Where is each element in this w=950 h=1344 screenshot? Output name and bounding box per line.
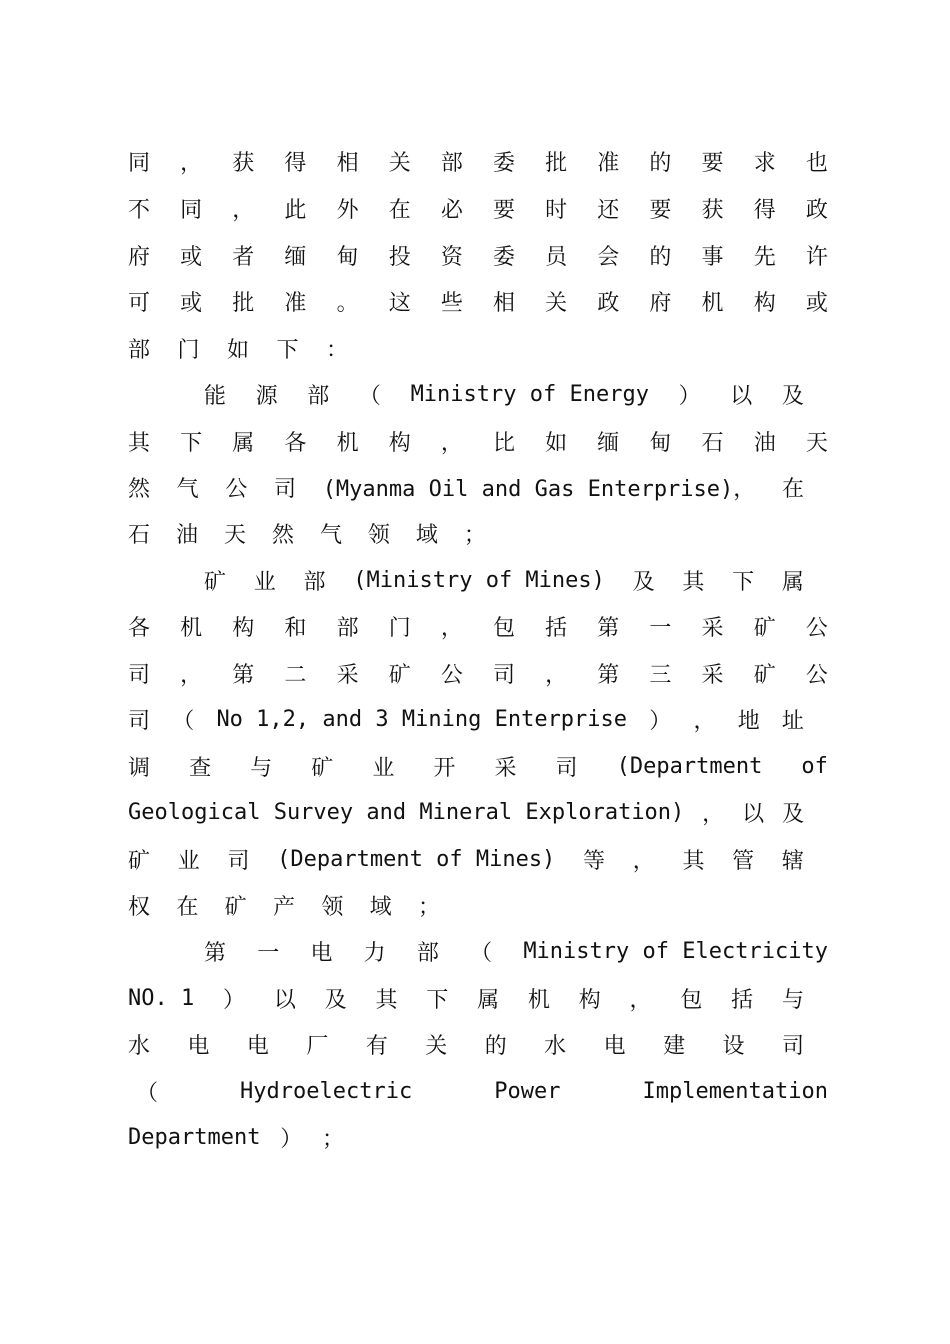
text-token: ， xyxy=(632,848,655,874)
text-line xyxy=(128,325,348,371)
text-token: 采 xyxy=(701,615,724,641)
text-token: Ministry of Electricity xyxy=(523,938,828,964)
text-token: 一 xyxy=(257,940,280,966)
text-token: 司 xyxy=(555,755,578,781)
text-token: ， xyxy=(693,708,716,734)
text-token: 公 xyxy=(225,476,248,502)
text-token: 属 xyxy=(781,569,804,595)
text-token: 权 xyxy=(128,894,151,920)
text-token: （ xyxy=(136,1080,159,1106)
text-token: 然 xyxy=(271,522,294,548)
text-token: 甸 xyxy=(649,430,672,456)
text-token: 矿 xyxy=(204,569,227,595)
text-token: 时 xyxy=(545,197,568,223)
text-token: 公 xyxy=(805,662,828,688)
text-token: 领 xyxy=(321,894,344,920)
text-line xyxy=(128,464,804,510)
text-token: 机 xyxy=(180,615,203,641)
text-token: 设 xyxy=(722,1033,745,1059)
text-token: Geological Survey and Mineral Exploration) xyxy=(128,799,685,825)
text-token: 水 xyxy=(544,1033,567,1059)
text-token: 矿 xyxy=(753,615,776,641)
text-token: 构 xyxy=(388,430,411,456)
text-token: 外 xyxy=(336,197,359,223)
text-token: 相 xyxy=(336,150,359,176)
text-token: 辖 xyxy=(781,848,804,874)
text-line xyxy=(128,232,828,278)
text-token: ， xyxy=(180,150,203,176)
text-token: 油 xyxy=(175,522,198,548)
text-token: 业 xyxy=(253,569,276,595)
text-token: 及 xyxy=(781,801,804,827)
text-token: 不 xyxy=(128,197,151,223)
text-token: 其 xyxy=(682,848,705,874)
text-token: 其 xyxy=(682,569,705,595)
text-token: ， xyxy=(545,662,568,688)
text-token: 者 xyxy=(232,244,255,270)
text-token: 第 xyxy=(597,662,620,688)
text-token: 关 xyxy=(545,290,568,316)
text-token: 或 xyxy=(805,290,828,316)
text-token: 要 xyxy=(649,197,672,223)
text-token: 员 xyxy=(545,244,568,270)
text-token: 领 xyxy=(367,522,390,548)
text-token: 还 xyxy=(597,197,620,223)
text-token: 构 xyxy=(578,987,601,1013)
text-token: 业 xyxy=(177,848,200,874)
text-line xyxy=(128,603,828,649)
text-token: 政 xyxy=(805,197,828,223)
text-line xyxy=(128,975,804,1021)
text-token: 委 xyxy=(492,244,515,270)
text-token: 括 xyxy=(545,615,568,641)
text-token: 部 xyxy=(416,940,439,966)
text-token: ） xyxy=(678,383,701,409)
text-token: （ xyxy=(172,708,195,734)
text-line xyxy=(128,1021,804,1067)
text-token: 司 xyxy=(274,476,297,502)
text-token: 采 xyxy=(494,755,517,781)
text-token: 建 xyxy=(663,1033,686,1059)
text-token: 关 xyxy=(425,1033,448,1059)
text-token: Department xyxy=(128,1124,261,1150)
text-token: 址 xyxy=(781,708,804,734)
text-token: （ xyxy=(358,383,381,409)
text-token: 些 xyxy=(440,290,463,316)
text-token: 政 xyxy=(597,290,620,316)
text-token: 包 xyxy=(492,615,515,641)
text-token: 有 xyxy=(365,1033,388,1059)
text-line xyxy=(204,928,828,974)
text-token: 然 xyxy=(128,476,151,502)
text-token: 司 xyxy=(128,662,151,688)
text-token: 缅 xyxy=(597,430,620,456)
text-token: 域 xyxy=(415,522,438,548)
text-token: ， xyxy=(232,197,255,223)
text-token: 石 xyxy=(128,522,151,548)
text-token: Ministry of Energy xyxy=(410,381,649,407)
text-token: (Department of Mines) xyxy=(277,846,556,872)
text-token: 属 xyxy=(477,987,500,1013)
text-token: 电 xyxy=(246,1033,269,1059)
text-token: 下 xyxy=(426,987,449,1013)
text-token: 门 xyxy=(177,337,200,363)
text-token: 也 xyxy=(805,150,828,176)
text-line xyxy=(128,789,804,835)
text-line xyxy=(128,1114,344,1160)
text-token: 属 xyxy=(232,430,255,456)
text-token: 采 xyxy=(336,662,359,688)
text-token: 缅 xyxy=(284,244,307,270)
text-token: 及 xyxy=(632,569,655,595)
text-token: 的 xyxy=(649,244,672,270)
text-token: 构 xyxy=(753,290,776,316)
text-line xyxy=(128,882,440,928)
text-line xyxy=(128,510,486,556)
text-token: 调 xyxy=(128,755,151,781)
text-token: 甸 xyxy=(336,244,359,270)
text-token: 天 xyxy=(223,522,246,548)
text-token: 如 xyxy=(226,337,249,363)
text-token: 在 xyxy=(176,894,199,920)
text-token: 第 xyxy=(232,662,255,688)
text-token: 机 xyxy=(527,987,550,1013)
text-token: 水 xyxy=(128,1033,151,1059)
text-token: 在 xyxy=(781,476,804,502)
text-token: ： xyxy=(325,337,348,363)
text-token: 矿 xyxy=(128,848,151,874)
text-token: 及 xyxy=(324,987,347,1013)
text-token: ， xyxy=(702,801,725,827)
text-token: 油 xyxy=(753,430,776,456)
text-token: 关 xyxy=(388,150,411,176)
text-token: 二 xyxy=(284,662,307,688)
text-token: NO. 1 xyxy=(128,985,195,1011)
text-token: 可 xyxy=(128,290,151,316)
text-line xyxy=(128,743,828,789)
text-token: 和 xyxy=(284,615,307,641)
text-token: 厂 xyxy=(306,1033,329,1059)
text-token: 门 xyxy=(388,615,411,641)
text-token: 公 xyxy=(440,662,463,688)
text-token: 批 xyxy=(545,150,568,176)
text-line xyxy=(128,278,828,324)
text-token: 查 xyxy=(189,755,212,781)
text-token: No 1,2, and 3 Mining Enterprise xyxy=(216,706,628,732)
text-token: 部 xyxy=(307,383,330,409)
text-token: 石 xyxy=(701,430,724,456)
text-token: 求 xyxy=(753,150,776,176)
text-token: 管 xyxy=(732,848,755,874)
text-token: ） xyxy=(649,708,672,734)
text-token: ； xyxy=(417,894,440,920)
text-token: 业 xyxy=(372,755,395,781)
text-token: 准 xyxy=(597,150,620,176)
text-token: 电 xyxy=(187,1033,210,1059)
text-token: 获 xyxy=(232,150,255,176)
text-line xyxy=(204,371,804,417)
text-token: 采 xyxy=(701,662,724,688)
text-line xyxy=(128,650,828,696)
text-token: 以 xyxy=(273,987,296,1013)
text-token: 矿 xyxy=(224,894,247,920)
text-token: 的 xyxy=(484,1033,507,1059)
text-token: (Department xyxy=(616,753,763,779)
text-line xyxy=(128,696,804,742)
text-token: 部 xyxy=(440,150,463,176)
text-token: ， xyxy=(180,662,203,688)
text-token: 司 xyxy=(227,848,250,874)
text-token: 会 xyxy=(597,244,620,270)
text-line xyxy=(128,185,828,231)
text-line xyxy=(128,418,828,464)
text-token: 能 xyxy=(204,383,227,409)
text-token: 资 xyxy=(440,244,463,270)
text-token: 府 xyxy=(128,244,151,270)
text-token: 部 xyxy=(303,569,326,595)
text-token: 气 xyxy=(176,476,199,502)
text-token: 地 xyxy=(737,708,760,734)
text-token: 府 xyxy=(649,290,672,316)
text-token: 及 xyxy=(781,383,804,409)
text-token: 源 xyxy=(255,383,278,409)
text-token: ） xyxy=(223,987,246,1013)
text-token: 括 xyxy=(731,987,754,1013)
text-token: 司 xyxy=(781,1033,804,1059)
text-token: 矿 xyxy=(753,662,776,688)
text-token: 等 xyxy=(583,848,606,874)
text-token: 其 xyxy=(128,430,151,456)
text-token: 或 xyxy=(180,244,203,270)
text-token: 要 xyxy=(701,150,724,176)
text-token: of xyxy=(801,753,828,779)
text-token: 下 xyxy=(180,430,203,456)
text-token: 与 xyxy=(781,987,804,1013)
text-token: 其 xyxy=(375,987,398,1013)
text-token: 必 xyxy=(440,197,463,223)
text-token: 相 xyxy=(492,290,515,316)
text-token: 委 xyxy=(492,150,515,176)
text-token: 电 xyxy=(310,940,333,966)
text-token: 比 xyxy=(492,430,515,456)
text-token: ； xyxy=(321,1126,344,1152)
text-token: 力 xyxy=(363,940,386,966)
text-token: 电 xyxy=(603,1033,626,1059)
text-token: 以 xyxy=(730,383,753,409)
text-token: 产 xyxy=(272,894,295,920)
text-token: 矿 xyxy=(311,755,334,781)
text-token: 机 xyxy=(336,430,359,456)
text-token: Hydroelectric xyxy=(240,1078,413,1104)
text-token: 第 xyxy=(204,940,227,966)
text-token: 各 xyxy=(128,615,151,641)
text-token: 或 xyxy=(180,290,203,316)
text-token: 这 xyxy=(388,290,411,316)
text-line xyxy=(136,1068,828,1114)
text-token: 在 xyxy=(388,197,411,223)
text-token: 如 xyxy=(545,430,568,456)
text-token: ， xyxy=(629,987,652,1013)
text-token: （ xyxy=(470,940,493,966)
text-token: 得 xyxy=(284,150,307,176)
text-token: 以 xyxy=(742,801,765,827)
text-token: 下 xyxy=(732,569,755,595)
text-token: 气 xyxy=(319,522,342,548)
text-token: 许 xyxy=(805,244,828,270)
text-token: 矿 xyxy=(388,662,411,688)
text-token: 天 xyxy=(805,430,828,456)
text-token: (Myanma Oil and Gas Enterprise)， xyxy=(322,476,756,502)
text-token: 第 xyxy=(597,615,620,641)
text-token: Implementation xyxy=(642,1078,828,1104)
text-token: 同 xyxy=(128,150,151,176)
text-token: 下 xyxy=(276,337,299,363)
text-token: 部 xyxy=(128,337,151,363)
text-token: 机 xyxy=(701,290,724,316)
text-token: 投 xyxy=(388,244,411,270)
text-token: (Ministry of Mines) xyxy=(353,567,605,593)
text-token: 域 xyxy=(369,894,392,920)
text-token: 构 xyxy=(232,615,255,641)
text-token: 此 xyxy=(284,197,307,223)
text-token: 先 xyxy=(753,244,776,270)
text-token: 三 xyxy=(649,662,672,688)
text-token: ， xyxy=(440,430,463,456)
text-line xyxy=(204,557,804,603)
text-token: 一 xyxy=(649,615,672,641)
text-token: ， xyxy=(440,615,463,641)
text-token: 事 xyxy=(701,244,724,270)
text-token: 公 xyxy=(805,615,828,641)
text-token: 批 xyxy=(232,290,255,316)
text-token: ； xyxy=(463,522,486,548)
text-token: 准 xyxy=(284,290,307,316)
text-line xyxy=(128,836,804,882)
text-token: ） xyxy=(280,1126,303,1152)
text-token: 开 xyxy=(433,755,456,781)
text-token: 得 xyxy=(753,197,776,223)
text-token: Power xyxy=(494,1078,561,1104)
text-token: 司 xyxy=(128,708,151,734)
text-token: 各 xyxy=(284,430,307,456)
text-token: 部 xyxy=(336,615,359,641)
text-token: 。 xyxy=(336,290,359,316)
text-line xyxy=(128,138,828,184)
text-token: 司 xyxy=(492,662,515,688)
text-token: 包 xyxy=(680,987,703,1013)
text-token: 同 xyxy=(180,197,203,223)
text-token: 获 xyxy=(701,197,724,223)
text-token: 与 xyxy=(250,755,273,781)
text-token: 要 xyxy=(492,197,515,223)
text-token: 的 xyxy=(649,150,672,176)
